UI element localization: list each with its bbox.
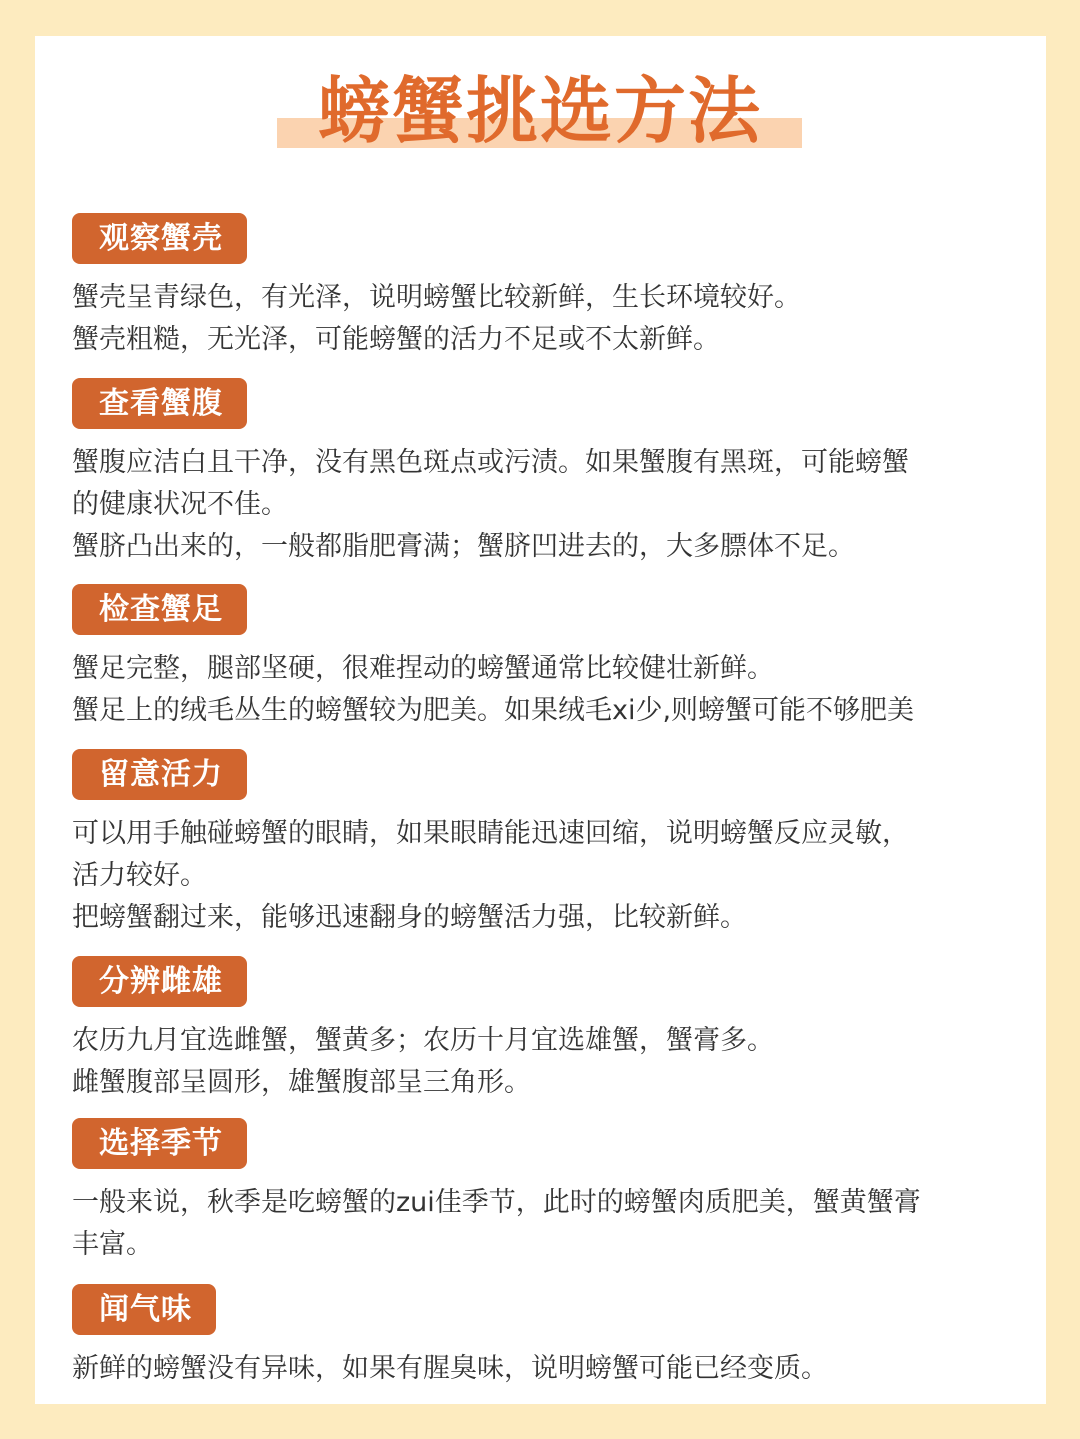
section-text-line: 可以用手触碰螃蟹的眼睛，如果眼睛能迅速回缩，说明螃蟹反应灵敏， bbox=[72, 818, 909, 849]
section-check-belly bbox=[72, 378, 1012, 568]
section-text-line: 新鲜的螃蟹没有异味，如果有腥臭味，说明螃蟹可能已经变质。 bbox=[72, 1353, 828, 1384]
section-heading: 留意活力 bbox=[72, 749, 247, 800]
section-heading: 检查蟹足 bbox=[72, 584, 247, 635]
section-text-line: 蟹壳粗糙，无光泽，可能螃蟹的活力不足或不太新鲜。 bbox=[72, 324, 720, 355]
section-text-line: 丰富。 bbox=[72, 1229, 153, 1260]
section-text-line: 蟹足上的绒毛丛生的螃蟹较为肥美。如果绒毛xi少,则螃蟹可能不够肥美 bbox=[72, 695, 915, 726]
page-title: 螃蟹挑选方法 bbox=[317, 69, 762, 153]
section-text-line: 农历九月宜选雌蟹，蟹黄多；农历十月宜选雄蟹，蟹膏多。 bbox=[72, 1025, 774, 1056]
section-season bbox=[72, 1118, 1012, 1266]
section-heading: 查看蟹腹 bbox=[72, 378, 247, 429]
section-text-line: 雌蟹腹部呈圆形，雄蟹腹部呈三角形。 bbox=[72, 1067, 531, 1098]
section-male-female bbox=[72, 956, 1012, 1104]
section-smell bbox=[72, 1284, 1012, 1390]
title-block bbox=[0, 66, 1080, 156]
section-text-line: 蟹脐凸出来的，一般都脂肥膏满；蟹脐凹进去的，大多膘体不足。 bbox=[72, 531, 855, 562]
section-check-legs bbox=[72, 584, 1012, 732]
section-vitality bbox=[72, 749, 1012, 939]
section-observe-shell bbox=[72, 213, 1012, 361]
section-text-line: 活力较好。 bbox=[72, 860, 207, 891]
section-text-line: 蟹足完整，腿部坚硬，很难捏动的螃蟹通常比较健壮新鲜。 bbox=[72, 653, 774, 684]
section-text-line: 蟹腹应洁白且干净，没有黑色斑点或污渍。如果蟹腹有黑斑，可能螃蟹 bbox=[72, 447, 909, 478]
section-text-line: 把螃蟹翻过来，能够迅速翻身的螃蟹活力强，比较新鲜。 bbox=[72, 902, 747, 933]
section-heading: 选择季节 bbox=[72, 1118, 247, 1169]
section-text-line: 蟹壳呈青绿色，有光泽，说明螃蟹比较新鲜，生长环境较好。 bbox=[72, 282, 801, 313]
section-text-line: 的健康状况不佳。 bbox=[72, 489, 288, 520]
section-text-line: 一般来说，秋季是吃螃蟹的zui佳季节，此时的螃蟹肉质肥美，蟹黄蟹膏 bbox=[72, 1187, 921, 1218]
section-heading: 分辨雌雄 bbox=[72, 956, 247, 1007]
section-heading: 闻气味 bbox=[72, 1284, 216, 1335]
section-heading: 观察蟹壳 bbox=[72, 213, 247, 264]
